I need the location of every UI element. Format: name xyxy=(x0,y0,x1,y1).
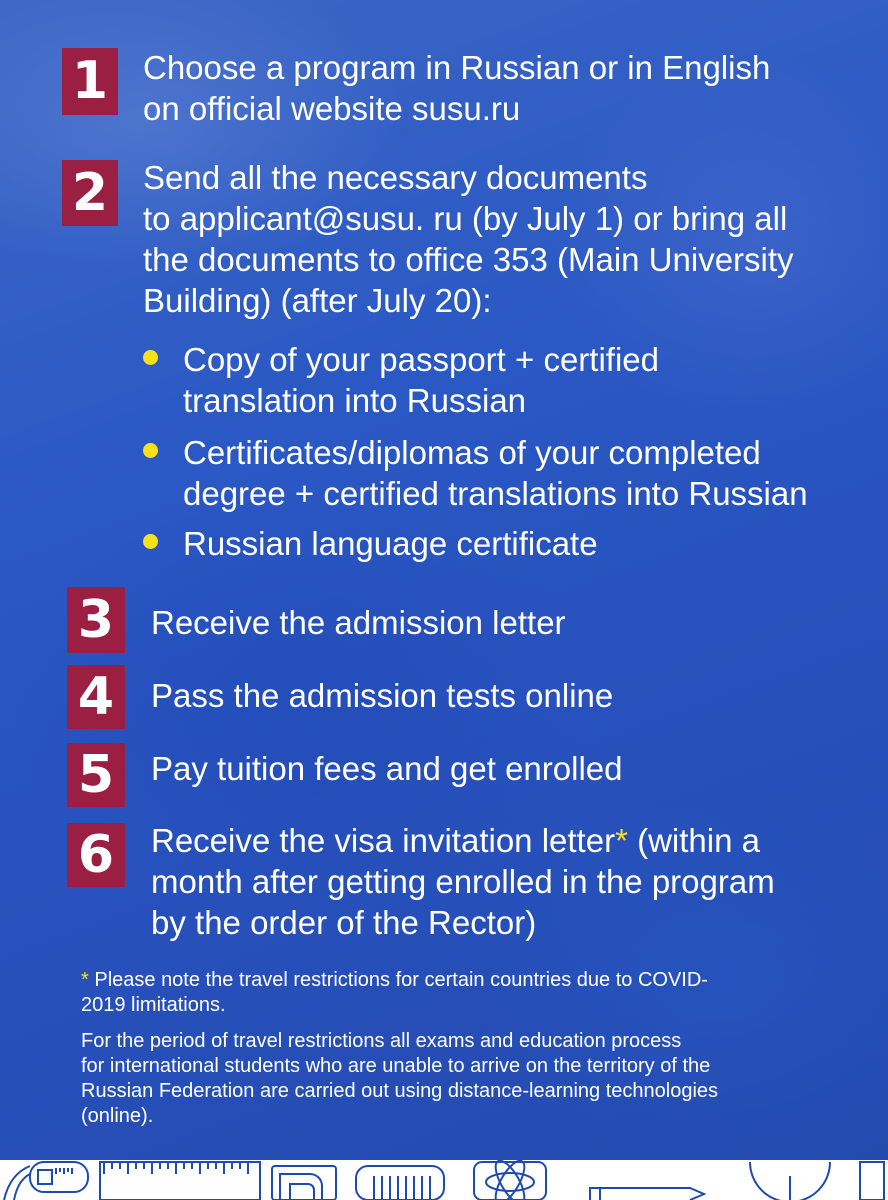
covid-note-line-1 xyxy=(81,968,821,993)
distance-note-line-1: For the period of travel restrictions all exams and education process xyxy=(81,1030,682,1052)
distance-note-line-2: for international students who are unable to arrive on the territory of the xyxy=(81,1055,711,1077)
calipers-icon xyxy=(4,1162,88,1200)
bullet-dot-icon xyxy=(143,350,158,365)
step-3-badge: 3 xyxy=(67,587,125,653)
document-language-certificate xyxy=(183,523,873,564)
bullet-dot-icon xyxy=(143,443,158,458)
decorative-icons xyxy=(0,1160,888,1200)
step-6-badge: 6 xyxy=(67,823,125,887)
step-1-line-1: Choose a program in Russian or in English xyxy=(143,49,771,86)
step-3-line-1: Receive the admission letter xyxy=(151,604,566,641)
lightbulb-icon xyxy=(750,1162,884,1200)
step-5-line-1: Pay tuition fees and get enrolled xyxy=(151,750,623,787)
document-passport-line-2: translation into Russian xyxy=(183,382,527,419)
step-6-text xyxy=(151,820,851,943)
step-2-line-3: the documents to office 353 (Main University xyxy=(143,241,794,278)
step-1-badge: 1 xyxy=(62,48,118,115)
step-3-text xyxy=(151,602,851,643)
step-6-line-2: month after getting enrolled in the program xyxy=(151,863,775,900)
document-passport xyxy=(183,339,873,421)
pencil-icon xyxy=(590,1188,704,1200)
document-language-certificate-line-1: Russian language certificate xyxy=(183,525,598,562)
step-2-line-4: Building) (after July 20): xyxy=(143,282,492,319)
step-6-line-1-start: Receive the visa invitation letter xyxy=(151,822,616,859)
step-6-line-1 xyxy=(151,820,851,861)
step-1-text xyxy=(143,47,863,129)
abacus-icon xyxy=(356,1166,444,1200)
document-diplomas-line-2: degree + certified translations into Russian xyxy=(183,475,808,512)
decorative-footer-strip xyxy=(0,1160,888,1200)
covid-note-line-1-text: Please note the travel restrictions for certain countries due to COVID- xyxy=(88,969,708,991)
step-5-badge: 5 xyxy=(67,743,125,807)
step-2-line-1: Send all the necessary documents xyxy=(143,159,648,196)
step-6-line-3: by the order of the Rector) xyxy=(151,904,537,941)
step-2-text xyxy=(143,157,873,321)
distance-learning-note xyxy=(81,1029,821,1129)
distance-note-line-4: (online). xyxy=(81,1105,154,1127)
covid-note xyxy=(81,968,821,1018)
step-4-text xyxy=(151,675,851,716)
step-1-line-2: on official website susu.ru xyxy=(143,90,521,127)
document-diplomas xyxy=(183,432,883,514)
step-2-line-2: to applicant@susu. ru (by July 1) or bring all xyxy=(143,200,788,237)
document-passport-line-1: Copy of your passport + certified xyxy=(183,341,659,378)
covid-note-line-2: 2019 limitations. xyxy=(81,994,226,1016)
bullet-dot-icon xyxy=(143,534,158,549)
atom-icon xyxy=(474,1160,546,1200)
book-icon xyxy=(272,1166,336,1200)
step-6-line-1-end: (within a xyxy=(627,822,760,859)
ruler-icon xyxy=(100,1162,260,1200)
asterisk-mark: * xyxy=(81,969,89,991)
step-2-badge: 2 xyxy=(62,160,118,226)
step-4-badge: 4 xyxy=(67,665,125,729)
step-4-line-1: Pass the admission tests online xyxy=(151,677,614,714)
step-5-text xyxy=(151,748,851,789)
asterisk-mark: * xyxy=(615,822,628,859)
document-diplomas-line-1: Certificates/diplomas of your completed xyxy=(183,434,761,471)
distance-note-line-3: Russian Federation are carried out using distance-learning technologies xyxy=(81,1080,719,1102)
